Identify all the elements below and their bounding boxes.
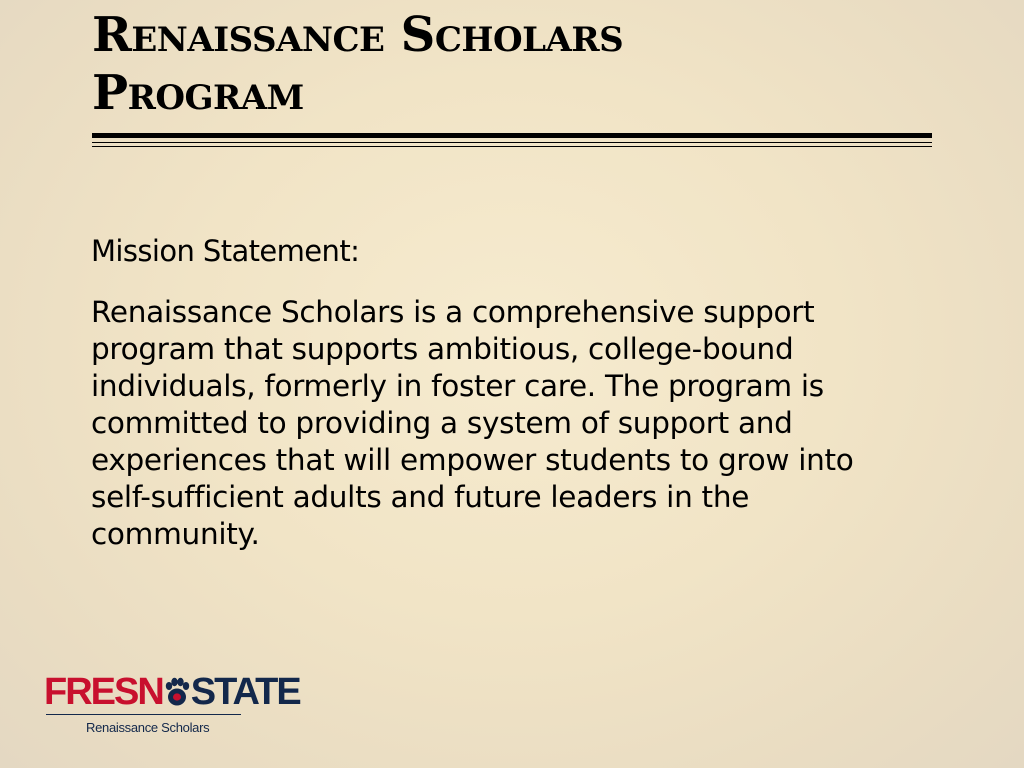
slide-title-line1: Renaissance Scholars [92,7,624,63]
fresno-state-logo [44,671,300,738]
mission-heading-colon: : [350,234,360,268]
bulldog-paw-icon [164,677,190,707]
logo-word-state: STATE [190,671,300,713]
mission-heading [91,233,360,269]
logo-word-fresno: FRESN [44,671,163,713]
slide-title-line2: Program [92,65,304,121]
mission-statement-body: Renaissance Scholars is a comprehensive support program that supports ambitious, college-bound individuals, formerly in foster care. The program is committed to providing a system of support and experiences that will empower students to grow into self-sufficient adults and future leaders in the community. [91,295,854,551]
slide-title [92,6,932,122]
title-divider-thin [92,142,932,143]
logo-subtitle: Renaissance Scholars [86,720,210,735]
mission-heading-text: Mission Statement [91,234,351,268]
title-divider-thin [92,146,932,147]
logo-divider [46,714,241,715]
title-divider-thick [92,133,932,138]
logo-wordmark [44,672,300,712]
